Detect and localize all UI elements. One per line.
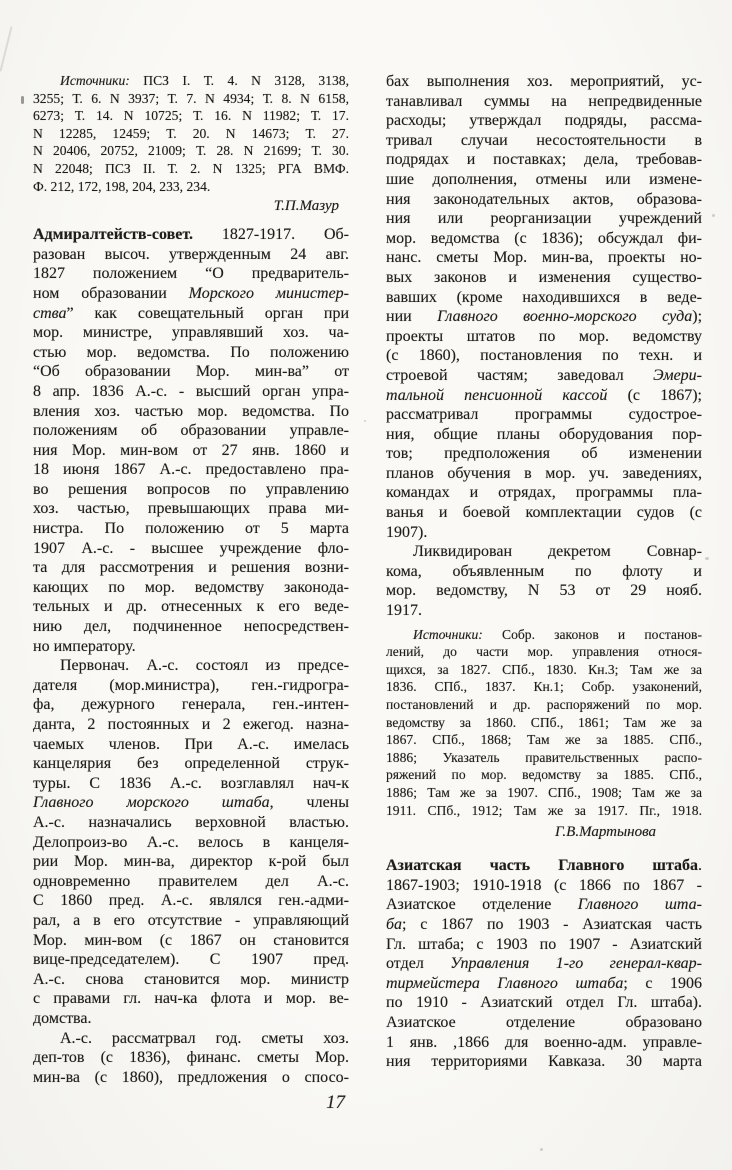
column-right xyxy=(386,72,702,1087)
text-line: Гл. штаба; с 1903 по 1907 - Азиатский xyxy=(386,935,702,953)
text-line: 1886; Указатель правительственных распо- xyxy=(386,749,702,765)
text-line: та для рассмотрения и решения возни- xyxy=(33,559,349,577)
scan-speck xyxy=(21,96,24,104)
text-line: чаемых членов. При А.-с. имелась xyxy=(33,735,349,753)
text-line: нанс. сметы Мор. мин-ва, проекты но- xyxy=(386,249,702,267)
sources-paragraph-admiralty-2 xyxy=(386,626,702,820)
text-line: рии Мор. мин-ва, директор к-рой был xyxy=(33,853,349,871)
text-line: положениям об образовании управле- xyxy=(33,422,349,440)
text-line: Делопроиз-во А.-с. велось в канцеля- xyxy=(33,833,349,851)
text-line: ния законодательных актов, образова- xyxy=(386,190,702,208)
signature-mazur: Т.П.Мазур xyxy=(273,198,339,215)
text-line: 1917. xyxy=(386,602,422,620)
text-line: 1827 положением “О предваритель- xyxy=(33,265,349,283)
text-line: 1886; Там же за 1907. СПб., 1908; Там же за xyxy=(386,784,702,800)
text-line: 1867. СПб., 1868; Там же за 1885. СПб., xyxy=(386,732,702,748)
text-line: Источники: Собр. законов и постанов- xyxy=(413,626,702,642)
column-left xyxy=(33,72,349,1087)
text-line: дателя (мор.министра), ген.-гидрогра- xyxy=(33,676,349,694)
sources-paragraph-admiralty-1 xyxy=(33,72,349,195)
text-line: А.-с. снова становится мор. министр xyxy=(33,970,349,988)
text-line: тельных и др. отнесенных к его веде- xyxy=(33,598,349,616)
text-line: ном образовании Морского министер- xyxy=(33,284,349,302)
text-line: А.-с. назначались верховной властью. xyxy=(33,813,349,831)
text-line: ства” как совещательный орган при xyxy=(33,304,349,322)
text-line: Адмиралтейств-совет. 1827-1917. Об- xyxy=(33,226,349,244)
text-line: мор. ведомства (с 1836); обсуждал фи- xyxy=(386,229,702,247)
text-line: 1867-1903; 1910-1918 (с 1866 по 1867 - xyxy=(386,876,702,894)
text-line: постановлений и др. распоряжений по мор. xyxy=(386,697,702,712)
text-line: разован высоч. утвержденным 24 авг. xyxy=(33,245,349,263)
page-crease-artifact xyxy=(0,26,13,71)
text-line: Первонач. А.-с. состоял из предсе- xyxy=(60,657,349,675)
scan-speck xyxy=(540,1148,543,1151)
text-line: тривал случаи несостоятельности в xyxy=(386,131,702,149)
text-line: командах и отрядах, программы пла- xyxy=(386,484,702,502)
text-line: стью мор. ведомства. По положению xyxy=(33,343,349,361)
signature-martynova: Г.В.Мартынова xyxy=(555,824,656,841)
text-line: Источники: ПСЗ I. Т. 4. N 3128, 3138, xyxy=(60,73,349,88)
text-line: 3255; Т. 6. N 3937; Т. 7. N 4934; Т. 8. N 6158, xyxy=(33,90,349,106)
text-line: рассматривал программы судострое- xyxy=(386,406,702,424)
text-line: бах выполнения хоз. мероприятий, ус- xyxy=(386,73,702,90)
text-line: 6273; Т. 14. N 10725; Т. 16. N 11982; Т. 17. xyxy=(33,108,349,124)
text-line: вавших (кроме находившихся в веде- xyxy=(386,288,702,306)
text-line: Мор. мин-вом (с 1867 он становится xyxy=(33,931,349,949)
text-line: 1907 А.-с. - высшее учреждение фло- xyxy=(33,539,349,557)
text-line: фа, дежурного генерала, ген.-интен- xyxy=(33,696,349,714)
text-line: ба; с 1867 по 1903 - Азиатская часть xyxy=(386,915,702,933)
entry-asian-part xyxy=(386,856,702,1072)
text-line: планов обучения в мор. уч. заведениях, xyxy=(386,464,702,482)
text-line: шие дополнения, отмены или измене- xyxy=(386,170,702,188)
text-line: Ф. 212, 172, 198, 204, 233, 234. xyxy=(33,178,211,194)
text-line: вления хоз. частью мор. ведомства. По xyxy=(33,402,349,420)
text-line: одновременно правителем дел А.-с. xyxy=(33,872,349,890)
paragraph-liquidation xyxy=(386,542,702,620)
text-line: кающих по мор. ведомству законода- xyxy=(33,578,349,596)
text-line: Азиатское отделение Главного шта- xyxy=(386,896,702,914)
text-line: подрядах и поставках; дела, требовав- xyxy=(386,151,702,169)
text-line: мор. министре, управлявший хоз. ча- xyxy=(33,324,349,342)
paragraph-functions-start xyxy=(33,1029,349,1088)
text-line: щихся, за 1827. СПб., 1830. Кн.3; Там же за xyxy=(386,661,702,677)
text-line: мин-ва (с 1860), предложения о спосо- xyxy=(33,1068,349,1086)
text-line: нистра. По положению от 5 марта xyxy=(33,520,349,538)
text-line: отдел Управления 1-го генерал-квар- xyxy=(386,955,702,973)
text-line: ния, общие планы оборудования пор- xyxy=(386,425,702,443)
text-line: нию дел, подчиненное непосредствен- xyxy=(33,618,349,636)
entry-admiralty-council xyxy=(33,225,349,656)
text-line: во решения вопросов по управлению xyxy=(33,480,349,498)
text-line: данта, 2 постоянных и 2 ежегод. назна- xyxy=(33,716,349,733)
text-line: “Об образовании Мор. мин-ва” от xyxy=(33,363,349,381)
text-line: но императору. xyxy=(33,637,136,655)
text-line: ванья и боевой комплектации судов (с xyxy=(386,504,702,522)
text-line: Азиатская часть Главного штаба. xyxy=(386,857,702,875)
text-line: домства. xyxy=(33,1009,92,1027)
text-line: 1836. СПб., 1837. Кн.1; Собр. узаконений, xyxy=(386,679,702,695)
text-line: 18 июня 1867 А.-с. предоставлено пра- xyxy=(33,461,349,479)
text-line: 8 апр. 1836 А.-с. - высший орган упра- xyxy=(33,382,349,400)
scan-speck xyxy=(712,214,715,217)
text-line: по 1910 - Азиатский отдел Гл. штаба). xyxy=(386,994,702,1012)
text-line: 1911. СПб., 1912; Там же за 1917. Пг., 1918. xyxy=(386,802,702,818)
text-line: хоз. частью, превышающих права ми- xyxy=(33,500,349,518)
text-line: рал, а в его отсутствие - управляющий xyxy=(33,911,349,929)
text-columns xyxy=(33,72,702,1087)
text-line: ния или реорганизации учреждений xyxy=(386,210,702,228)
text-line: тов; предположения об изменении xyxy=(386,445,702,463)
text-line: ния Мор. мин-вом от 27 янв. 1860 и xyxy=(33,441,349,459)
text-line: канцелярия без определенной струк- xyxy=(33,755,349,773)
paragraph-functions-continued xyxy=(386,72,702,542)
text-line: Ликвидирован декретом Совнар- xyxy=(413,543,702,561)
text-line: Азиатское отделение образовано xyxy=(386,1013,702,1031)
text-line: 1 янв. ,1866 для военно-адм. управле- xyxy=(386,1033,702,1051)
text-line: мор. ведомству, N 53 от 29 нояб. xyxy=(386,582,702,600)
text-line: N 20406, 20752, 21009; Т. 28. N 21699; Т. 30. xyxy=(33,143,349,159)
text-line: N 12285, 12459; Т. 20. N 14673; Т. 27. xyxy=(33,125,349,141)
text-line: с правами гл. нач-ка флота и мор. ве- xyxy=(33,990,349,1008)
text-line: (с 1860), постановления по техн. и xyxy=(386,347,702,365)
scan-speck xyxy=(705,557,709,560)
text-line: танавливал суммы на непредвиденные xyxy=(386,92,702,110)
text-line: деп-тов (с 1836), финанс. сметы Мор. xyxy=(33,1049,349,1067)
text-line: А.-с. рассматрвал год. сметы хоз. xyxy=(60,1029,349,1047)
text-line: ния территориями Кавказа. 30 марта xyxy=(386,1053,702,1071)
paragraph-composition xyxy=(33,656,349,1028)
text-line: вых законов и изменения существо- xyxy=(386,268,702,286)
text-line: туры. С 1836 А.-с. возглавлял нач-к xyxy=(33,774,349,792)
text-line: ряжений по мор. ведомству за 1885. СПб., xyxy=(386,767,702,783)
text-line: кома, объявленным по флоту и xyxy=(386,562,702,580)
text-line: С 1860 пред. А.-с. являлся ген.-адми- xyxy=(33,892,349,910)
text-line: Главного морского штаба, члены xyxy=(33,794,349,812)
text-line: лений, до части мор. управления относя- xyxy=(386,644,702,660)
text-line: тальной пенсионной кассой (с 1867); xyxy=(386,386,702,404)
text-line: расходы; утверждал подряды, рассма- xyxy=(386,112,702,130)
text-line: проекты штатов по мор. ведомству xyxy=(386,327,702,345)
text-line: вице-председателем). С 1907 пред. xyxy=(33,951,349,969)
page-number: 17 xyxy=(326,1092,345,1113)
text-line: строевой частям; заведовал Эмери- xyxy=(386,366,702,384)
text-line: нии Главного военно-морского суда); xyxy=(386,308,703,326)
text-line: 1907). xyxy=(386,523,428,541)
text-line: ведомству за 1860. СПб., 1861; Там же за xyxy=(386,714,702,730)
text-line: N 22048; ПСЗ II. Т. 2. N 1325; РГА ВМФ. xyxy=(33,160,349,176)
text-line: тирмейстера Главного штаба; с 1906 xyxy=(386,974,703,992)
